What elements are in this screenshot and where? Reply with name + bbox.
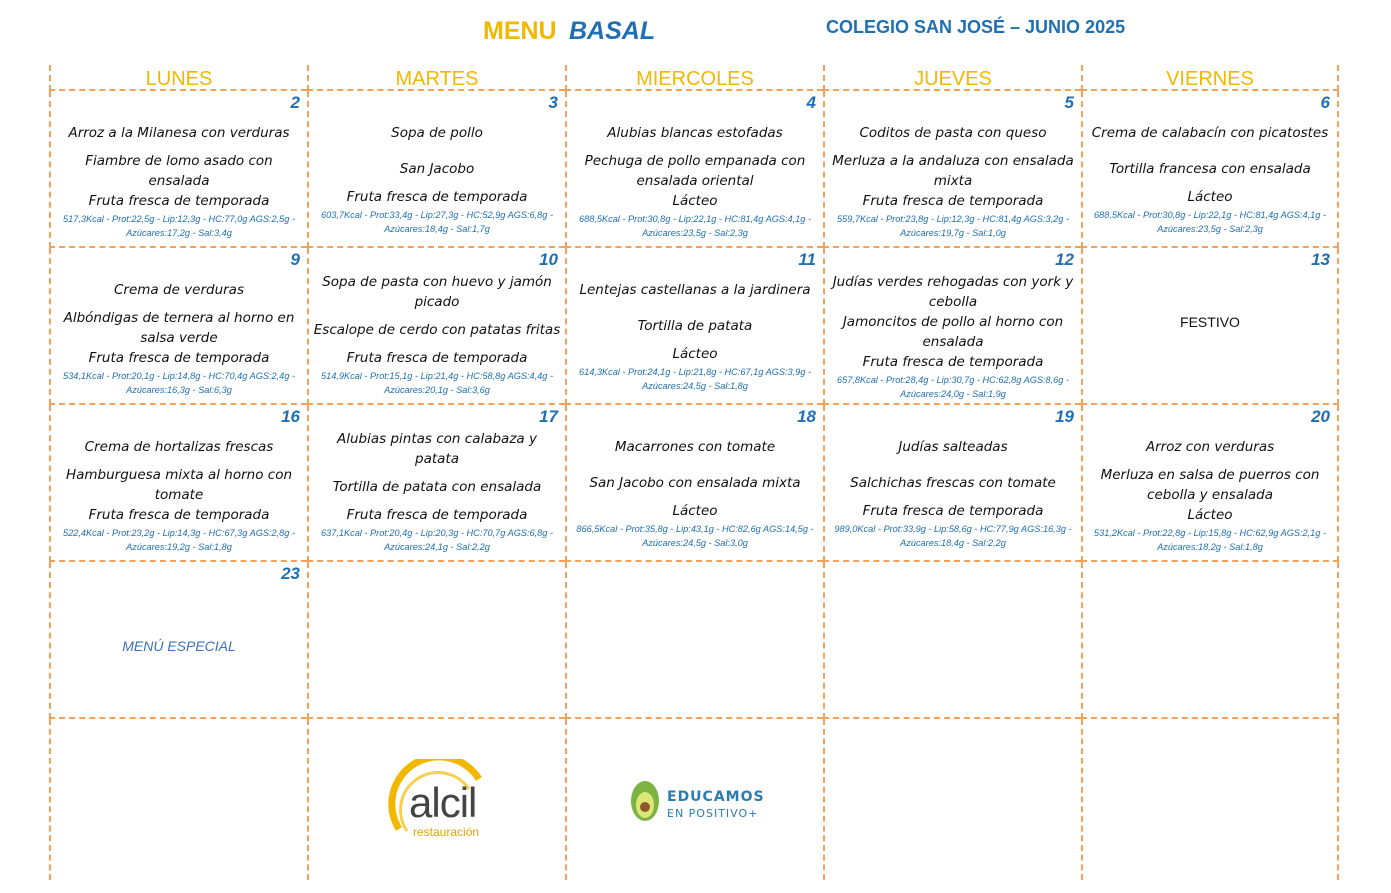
day-number: 17 <box>539 407 558 426</box>
day-header-1: MARTES <box>307 65 565 91</box>
day-header-3: JUEVES <box>823 65 1081 91</box>
second-course: Tortilla de patata con ensalada <box>332 479 542 495</box>
school-heading: COLEGIO SAN JOSÉ – JUNIO 2025 <box>826 17 1126 37</box>
day-menu <box>309 115 565 244</box>
first-course: Sopa de pasta con huevo y jamón picado <box>322 274 552 310</box>
day-number: 6 <box>1320 93 1330 112</box>
second-course: Fiambre de lomo asado con ensalada <box>85 153 273 189</box>
first-course: Judías verdes rehogadas con york y cebolla <box>832 274 1074 310</box>
day-number: 23 <box>281 564 300 583</box>
dessert: Fruta fresca de temporada <box>88 507 270 523</box>
dessert: Fruta fresca de temporada <box>346 350 528 366</box>
dessert: Fruta fresca de temporada <box>88 193 270 209</box>
day-cell <box>565 562 823 719</box>
day-cell <box>823 248 1081 405</box>
day-menu <box>309 429 565 558</box>
day-cell <box>49 562 307 719</box>
day-menu <box>1083 115 1337 244</box>
avocado-icon <box>627 769 667 829</box>
dessert: Fruta fresca de temporada <box>862 503 1044 519</box>
nutrition-info: 534,1Kcal - Prot:20,1g - Lip:14,8g - HC:70,4g AGS:2,4g - Azúcares:16,3g - Sal:6,3g <box>62 371 296 395</box>
day-cell <box>307 405 565 562</box>
dessert: Fruta fresca de temporada <box>346 507 528 523</box>
dessert: Lácteo <box>1187 507 1233 523</box>
logo-cell <box>307 719 565 880</box>
day-cell <box>823 405 1081 562</box>
day-menu <box>51 115 307 244</box>
day-cell <box>49 405 307 562</box>
dessert: Lácteo <box>1187 189 1233 205</box>
nutrition-info: 614,3Kcal - Prot:24,1g - Lip:21,8g - HC:67,1g AGS:3,9g - Azúcares:24,5g - Sal:1,8g <box>578 367 812 391</box>
day-menu <box>825 115 1081 244</box>
second-course: Salchichas frescas con tomate <box>850 475 1056 491</box>
day-number: 12 <box>1055 250 1074 269</box>
nutrition-info: 559,7Kcal - Prot:23,8g - Lip:12,3g - HC:81,4g AGS:3,2g - Azúcares:19,7g - Sal:1,0g <box>836 214 1070 238</box>
dessert: Fruta fresca de temporada <box>346 189 528 205</box>
day-menu <box>51 272 307 401</box>
day-number: 5 <box>1064 93 1074 112</box>
day-number: 16 <box>281 407 300 426</box>
second-course: Merluza a la andaluza con ensalada mixta <box>832 153 1074 189</box>
day-menu <box>567 115 823 244</box>
nutrition-info: 522,4Kcal - Prot:23,2g - Lip:14,3g - HC:67,3g AGS:2,8g - Azúcares:19,2g - Sal:1,8g <box>62 528 296 552</box>
day-cell <box>307 91 565 248</box>
nutrition-info: 688,5Kcal - Prot:30,8g - Lip:22,1g - HC:81,4g AGS:4,1g - Azúcares:23,5g - Sal:2,3g <box>578 214 812 238</box>
nutrition-info: 657,8Kcal - Prot:28,4g - Lip:30,7g - HC:62,8g AGS:8,6g - Azúcares:24,0g - Sal:1,9g <box>836 375 1070 399</box>
day-cell <box>49 248 307 405</box>
day-header-2: MIERCOLES <box>565 65 823 91</box>
day-number: 9 <box>290 250 300 269</box>
dessert: Lácteo <box>672 503 718 519</box>
nutrition-info: 603,7Kcal - Prot:33,4g - Lip:27,3g - HC:52,9g AGS:6,8g - Azúcares:18,4g - Sal:1,7g <box>320 210 554 234</box>
special-menu-label: MENÚ ESPECIAL <box>122 638 236 654</box>
second-course: San Jacobo <box>399 161 475 177</box>
alcil-subtitle: restauración <box>413 825 480 839</box>
first-course: Alubias blancas estofadas <box>607 125 783 141</box>
first-course: Macarrones con tomate <box>614 439 776 455</box>
day-number: 11 <box>798 250 816 269</box>
day-cell <box>1081 405 1339 562</box>
first-course: Crema de verduras <box>114 282 244 298</box>
day-cell <box>49 91 307 248</box>
first-course: Crema de hortalizas frescas <box>84 439 274 455</box>
day-number: 13 <box>1311 250 1330 269</box>
dessert: Fruta fresca de temporada <box>88 350 270 366</box>
day-cell <box>1081 91 1339 248</box>
day-cell <box>307 248 565 405</box>
day-cell <box>823 91 1081 248</box>
nutrition-info: 637,1Kcal - Prot:20,4g - Lip:20,3g - HC:70,7g AGS:6,8g - Azúcares:24,1g - Sal:2,2g <box>320 528 554 552</box>
title-menu-word: MENU <box>483 17 557 45</box>
nutrition-info: 514,9Kcal - Prot:15,1g - Lip:21,4g - HC:58,8g AGS:4,4g - Azúcares:20,1g - Sal:3,6g <box>320 371 554 395</box>
day-cell <box>1081 248 1339 405</box>
festivo-label: FESTIVO <box>1180 314 1240 330</box>
day-header-0: LUNES <box>49 65 307 91</box>
day-cell <box>565 91 823 248</box>
day-number: 18 <box>797 407 816 426</box>
nutrition-info: 989,0Kcal - Prot:33,9g - Lip:58,6g - HC:77,9g AGS:16,3g - Azúcares:18,4g - Sal:2,2g <box>834 524 1072 548</box>
nutrition-info: 688,5Kcal - Prot:30,8g - Lip:22,1g - HC:81,4g AGS:4,1g - Azúcares:23,5g - Sal:2,3g <box>1093 210 1327 234</box>
first-course: Crema de calabacín con picatostes <box>1091 125 1329 141</box>
title-menu-type: BASAL <box>569 17 656 45</box>
second-course: Jamoncitos de pollo al horno con ensalada <box>842 314 1064 350</box>
day-number: 2 <box>290 93 300 112</box>
day-number: 4 <box>806 93 816 112</box>
second-course: Merluza en salsa de puerros con cebolla y ensalada <box>1100 467 1320 503</box>
first-course: Arroz con verduras <box>1145 439 1275 455</box>
first-course: Judías salteadas <box>898 439 1008 455</box>
day-cell <box>307 562 565 719</box>
nutrition-info: 531,2Kcal - Prot:22,8g - Lip:15,8g - HC:62,9g AGS:2,1g - Azúcares:18,2g - Sal:1,8g <box>1093 528 1327 552</box>
second-course: Pechuga de pollo empanada con ensalada oriental <box>584 153 806 189</box>
first-course: Coditos de pasta con queso <box>859 125 1047 141</box>
day-header-4: VIERNES <box>1081 65 1339 91</box>
dessert: Lácteo <box>672 193 718 209</box>
day-number: 20 <box>1311 407 1330 426</box>
logo-cell <box>1081 719 1339 880</box>
educamos-wordmark: EDUCAMOS <box>667 789 765 805</box>
day-cell <box>1081 562 1339 719</box>
logo-cell <box>565 719 823 880</box>
first-course: Lentejas castellanas a la jardinera <box>579 282 811 298</box>
logo-cell <box>49 719 307 880</box>
alcil-wordmark: alcil <box>409 779 477 826</box>
dessert: Fruta fresca de temporada <box>862 193 1044 209</box>
menu-calendar-grid <box>49 65 1339 880</box>
second-course: Escalope de cerdo con patatas fritas <box>313 322 561 338</box>
logo-cell <box>823 719 1081 880</box>
day-number: 10 <box>539 250 558 269</box>
second-course: Tortilla francesa con ensalada <box>1109 161 1311 177</box>
day-number: 19 <box>1055 407 1074 426</box>
nutrition-info: 517,3Kcal - Prot:22,5g - Lip:12,3g - HC:77,0g AGS:2,5g - Azúcares:17,2g - Sal:3,4g <box>62 214 296 238</box>
day-menu <box>825 272 1081 401</box>
second-course: Hamburguesa mixta al horno con tomate <box>65 467 293 503</box>
alcil-logo <box>369 759 519 849</box>
day-number: 3 <box>548 93 558 112</box>
first-course: Sopa de pollo <box>391 125 483 141</box>
day-menu <box>567 429 823 558</box>
educamos-subtitle: EN POSITIVO+ <box>667 807 759 820</box>
day-menu <box>825 429 1081 558</box>
day-menu <box>1083 429 1337 558</box>
day-cell <box>565 248 823 405</box>
second-course: San Jacobo con ensalada mixta <box>589 475 801 491</box>
dessert: Lácteo <box>672 346 718 362</box>
dessert: Fruta fresca de temporada <box>862 354 1044 370</box>
second-course: Tortilla de patata <box>637 318 753 334</box>
educamos-logo <box>627 769 787 829</box>
first-course: Alubias pintas con calabaza y patata <box>337 431 537 467</box>
day-cell <box>565 405 823 562</box>
day-menu <box>567 272 823 401</box>
day-menu <box>51 429 307 558</box>
nutrition-info: 866,5Kcal - Prot:35,8g - Lip:43,1g - HC:82,6g AGS:14,5g - Azúcares:24,5g - Sal:3,0g <box>576 524 814 548</box>
day-menu <box>309 272 565 401</box>
day-cell <box>823 562 1081 719</box>
first-course: Arroz a la Milanesa con verduras <box>68 125 290 141</box>
second-course: Albóndigas de ternera al horno en salsa verde <box>63 310 295 346</box>
